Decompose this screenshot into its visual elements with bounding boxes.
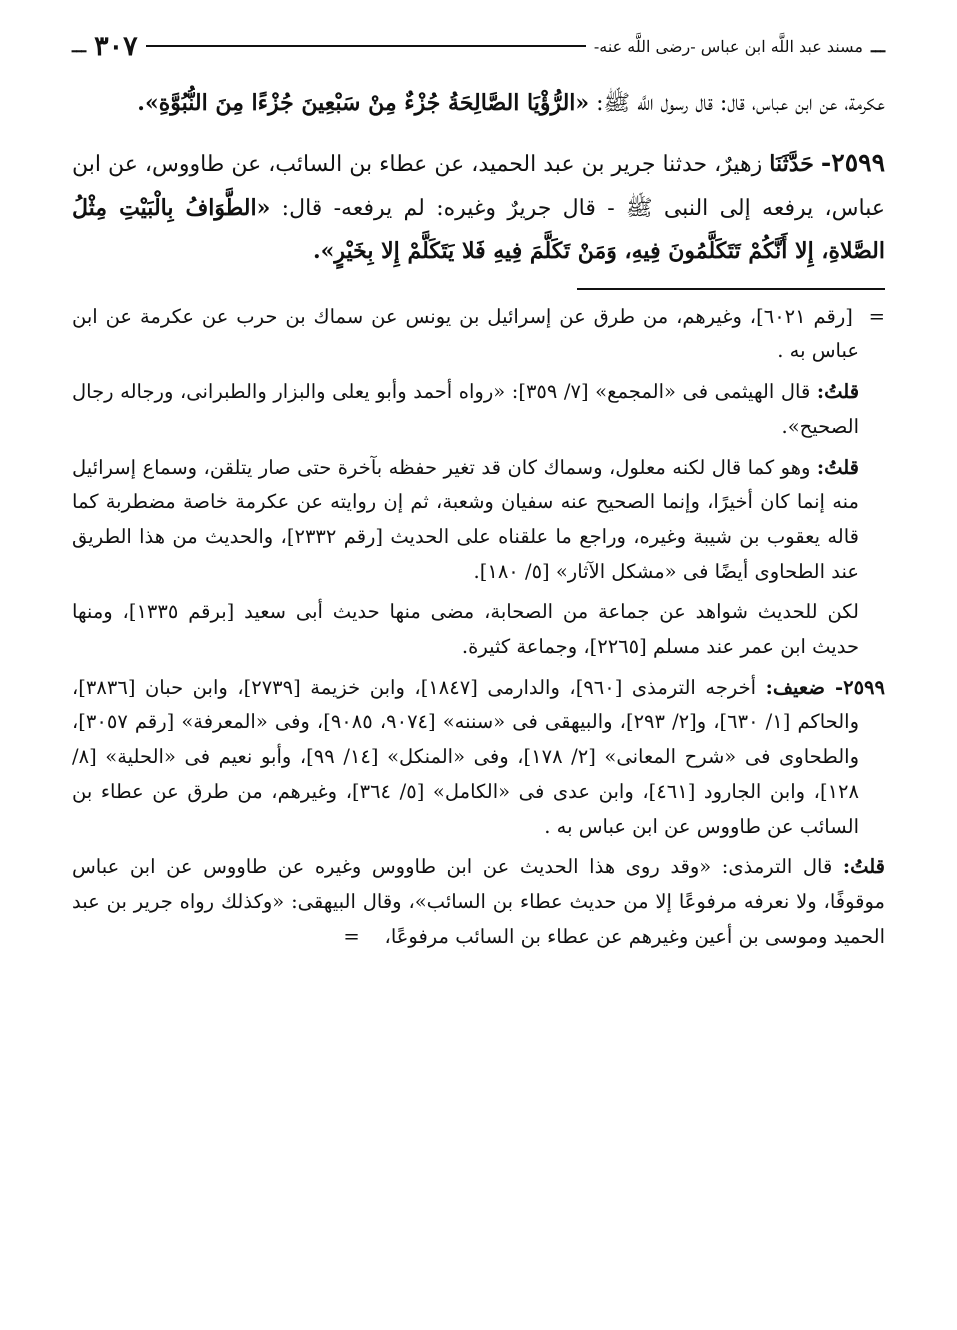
footnote-4-text: لكن للحديث شواهد عن جماعة من الصحابة، مضى منها حديث أبى سعيد [برقم ١٣٣٥]، ومنها حديث ابن عمر عند مسلم [٢٢٦٥]، وجماعة كثيرة.: [72, 600, 860, 659]
footnote-3: [72, 451, 885, 590]
footnotes: [72, 300, 885, 955]
qult-label: قلتُ:: [816, 380, 860, 404]
footnote-4: [72, 595, 885, 664]
qult-label: قلتُ:: [842, 855, 885, 879]
footnote-6-text: قال الترمذى: «وقد روى هذا الحديث عن ابن طاووس وغيره عن طاووس عن ابن عباس موقوفًا، ولا نعرفه مرفوعًا إلا من حديث عطاء بن السائب»، وقال البيهقى: «وكذلك رواه جرير بن عبد الحميد وموسى بن أعين وغيرهم عن عطاء بن السائب مرفوعًا،: [72, 855, 885, 948]
footnote-1: [72, 300, 885, 369]
footnote-5: [72, 671, 885, 845]
main-paragraph-2: [72, 139, 885, 273]
qult-label: قلتُ:: [816, 455, 859, 479]
continuation-end-mark: =: [343, 924, 360, 948]
running-header: [72, 26, 885, 66]
footnote-1-text: [رقم ٦٠٢١]، وغيرهم، من طرق عن إسرائيل بن يونس عن سماك بن حرب عن عكرمة عن ابن عباس به .: [72, 304, 859, 363]
main-text: [72, 82, 885, 274]
header-lead-dash: ـــ: [870, 36, 885, 56]
para2-quote: «الطَّوَافُ بِالْبَيْتِ مِثْلُ الصَّلاةِ، إِلا أَنَّكُمْ تَتَكَلَّمُونَ فِيهِ، وَمَنْ تَكَلَّمَ فِيهِ فَلا يَتَكَلَّمْ إِلا بِخَيْرٍ».: [72, 195, 885, 265]
main-paragraph-1: [72, 82, 885, 125]
para1-quote: «الرُّؤْيَا الصَّالِحَةُ جُزْءٌ مِنْ سَبْعِينَ جُزْءًا مِنَ النُّبُوَّةِ».: [137, 90, 590, 116]
header-title: مسند عبد اللَّه ابن عباس -رضى اللَّه عنه-: [593, 36, 863, 56]
footnote-6: [72, 850, 885, 954]
footnote-2-text: قال الهيثمى فى «المجمع» [٧/ ٣٥٩]: «رواه أحمد وأبو يعلى والبزار والطبرانى، ورجاله رجال الصحيح».: [72, 380, 859, 438]
footnote-label: ٢٥٩٩- ضعيف:: [765, 675, 885, 699]
footnote-2: [72, 375, 885, 444]
footnote-divider-line: [577, 288, 885, 290]
hadith-number: ٢٥٩٩-: [820, 148, 885, 178]
para2-text: زهيرٌ، حدثنا جرير بن عبد الحميد، عن عطاء بن السائب، عن طاووس، عن ابن عباس، يرفعه إلى النبى ﷺ - قال جريرٌ وغيره: لم يرفعه- قال:: [72, 152, 885, 222]
footnote-divider: [72, 288, 885, 290]
footnote-3-text: وهو كما قال لكنه معلول، وسماك كان قد تغير حفظه بآخرة حتى صار يتلقن، وسماع إسرائيل منه إنما كان أخيرًا، وإنما الصحيح عنه سفيان وشعبة، ثم إن روايته عن عكرمة خاصة مضطربة كما قاله يعقوب بن شيبة وغيره، وراجع ما علقناه على الحديث [رقم ٢٣٣٢]، والحديث من هذا الطريق عند الطحاوى أيضًا فى «مشكل الآثار» [٥/ ١٨٠].: [72, 455, 859, 583]
header-rule: [146, 45, 586, 47]
footnote-5-text: أخرجه الترمذى [٩٦٠]، والدارمى [١٨٤٧]، وابن خزيمة [٢٧٣٩]، وابن حبان [٣٨٣٦]، والحاكم [١/ ٦٣٠]، و[٢/ ٢٩٣]، والبيهقى فى «سننه» [٩٠٧٤، ٩٠٨٥]، وفى «المعرفة» [رقم ٣٠٥٧]، والطحاوى فى «شرح المعانى» [٢/ ١٧٨]، وفى «المنكل» [١٤/ ٩٩]، وأبو نعيم فى «الحلية» [٨/ ١٢٨]، وابن الجارود [٤٦١]، وابن عدى فى «الكامل» [٥/ ٣٦٤]، وغيرهم، من طرق عن عطاء بن السائب عن طاووس عن ابن عباس به .: [72, 675, 860, 838]
page-number: ٣٠٧: [94, 30, 138, 62]
header-trail-dash: ـــ: [72, 36, 87, 56]
book-page: [72, 26, 885, 954]
continuation-mark: =: [868, 304, 886, 328]
para1-intro: عكرمة، عن ابن عباس، قال: قال رسول اللَّه ﷺ:: [589, 91, 885, 116]
haddathana-word: حَدَّثَنَا: [769, 151, 814, 178]
